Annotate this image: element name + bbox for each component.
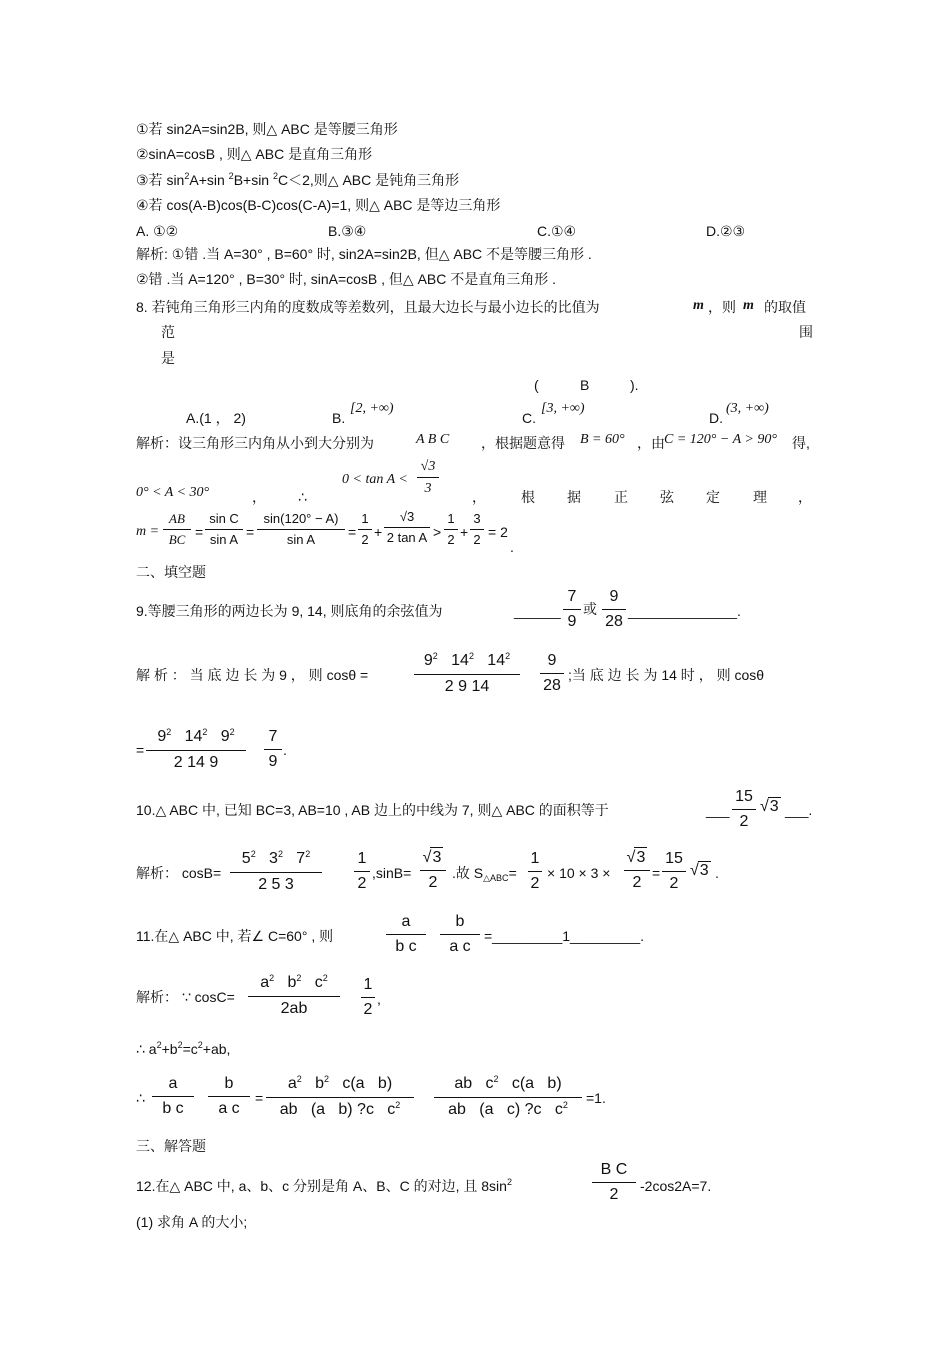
relation-line bbox=[136, 1040, 230, 1060]
cosc-frac bbox=[248, 973, 340, 1019]
or-word: 或 bbox=[583, 601, 597, 617]
relation-b: +b bbox=[161, 1041, 178, 1057]
cosc-half bbox=[361, 975, 375, 1020]
sup-2: 2 bbox=[228, 171, 234, 181]
fraction-bar bbox=[624, 870, 650, 871]
sqrt-3: √3 bbox=[760, 798, 779, 815]
answer-blank-2: ___. bbox=[785, 802, 813, 818]
equals: = bbox=[348, 524, 357, 540]
denominator: 2 bbox=[609, 1186, 619, 1203]
option-8c-label: C. bbox=[522, 410, 536, 426]
frac-expand-2 bbox=[434, 1074, 582, 1121]
answer-frac-7-9 bbox=[563, 587, 581, 632]
denominator: 2 bbox=[632, 874, 642, 891]
radicand: 3 bbox=[432, 849, 442, 866]
frac-three-halves bbox=[470, 511, 484, 548]
answer-blank: ___ bbox=[706, 802, 730, 818]
denominator: 2 bbox=[669, 875, 679, 892]
fraction-bar bbox=[386, 934, 426, 935]
numerator: 1 bbox=[530, 850, 540, 867]
plus: + bbox=[374, 524, 383, 540]
word-fan: 范 bbox=[161, 324, 175, 340]
numerator: a bbox=[401, 913, 411, 930]
numerator: √3 bbox=[422, 849, 442, 866]
sinb-label: ,sinB= bbox=[372, 865, 412, 881]
fraction-bar bbox=[662, 871, 686, 872]
numerator: $9^2$ $14^2$ $9^2$ bbox=[157, 727, 235, 745]
greater-than: > bbox=[433, 524, 442, 540]
statement-2: ②sinA=cosB , 则△ ABC 是直角三角形 bbox=[136, 146, 373, 162]
numerator: sin(120° − A) bbox=[263, 511, 339, 526]
numerator: 9 bbox=[547, 652, 557, 669]
question-12-1: (1) 求角 A 的大小; bbox=[136, 1214, 248, 1230]
problem-8-stem-2: ，则 bbox=[708, 299, 736, 315]
denominator: 2 bbox=[357, 875, 367, 892]
answer-frac-9-28 bbox=[602, 587, 626, 632]
therefore-symbol: ∴ bbox=[136, 1090, 145, 1106]
option-a: A. ①② bbox=[136, 223, 179, 239]
fraction-bar bbox=[420, 870, 446, 871]
word-2: 据 bbox=[567, 489, 581, 505]
denominator: 28 bbox=[605, 613, 623, 630]
numerator: $a^2$ $b^2$ c(a b) bbox=[287, 1074, 393, 1092]
sup-2: 2 bbox=[177, 1040, 183, 1050]
area-frac-root3 bbox=[624, 847, 650, 893]
fraction-bar bbox=[417, 477, 439, 478]
fraction-bar bbox=[248, 996, 340, 997]
equals: = bbox=[508, 865, 517, 881]
numerator: √3 bbox=[626, 849, 646, 866]
problem-10-stem: 10.△ ABC 中, 已知 BC=3, AB=10 , AB 边上的中线为 7, 则△ ABC 的面积等于 bbox=[136, 802, 609, 818]
m-equals: m = bbox=[136, 524, 160, 539]
result-equals-one: =1. bbox=[586, 1090, 606, 1106]
frac-sinc-sina bbox=[205, 511, 243, 548]
area-result-frac bbox=[662, 849, 686, 894]
option-8b-label: B. bbox=[332, 410, 346, 426]
statement-3-part-d: C＜2,则△ ABC 是钝角三角形 bbox=[278, 172, 460, 188]
cos-result-9-28 bbox=[540, 651, 564, 696]
cos-frac-2 bbox=[146, 727, 246, 773]
fraction-bar bbox=[205, 529, 243, 530]
denominator: 2 bbox=[447, 532, 455, 547]
sup-2: 2 bbox=[506, 1177, 512, 1187]
frac-root3-2tana bbox=[384, 509, 430, 546]
answer-frac-15-2 bbox=[732, 787, 756, 832]
numerator: B C bbox=[600, 1161, 628, 1178]
denominator: 2 bbox=[363, 1001, 373, 1018]
option-c: C.①④ bbox=[537, 223, 577, 239]
denominator: 2ab bbox=[280, 1000, 308, 1017]
area-label-text: .故 S bbox=[452, 865, 484, 881]
numerator: 1 bbox=[447, 511, 455, 526]
frac-b-ac-2 bbox=[208, 1074, 250, 1119]
statement-4: ④若 cos(A-B)cos(B-C)cos(C-A)=1, 则△ ABC 是等边三角形 bbox=[136, 197, 501, 213]
sup-2: 2 bbox=[197, 1040, 203, 1050]
denominator: sin A bbox=[209, 532, 239, 547]
paren-right: ). bbox=[630, 377, 639, 393]
fraction-bar bbox=[592, 1182, 636, 1183]
fraction-bar bbox=[563, 609, 581, 610]
cos-frac-1 bbox=[414, 651, 520, 697]
fraction-bar bbox=[414, 674, 520, 675]
word-6: 理 bbox=[753, 489, 767, 505]
analysis-11: 解析： ∵ cosC= bbox=[136, 989, 235, 1005]
numerator: $5^2$ $3^2$ $7^2$ bbox=[241, 849, 311, 867]
fraction-bar bbox=[354, 871, 370, 872]
denominator: 2 14 9 bbox=[173, 754, 219, 771]
fraction-bar bbox=[528, 871, 542, 872]
sqrt-3: √3 bbox=[690, 862, 709, 879]
frac-b-ac bbox=[440, 912, 480, 957]
frac-expand-1 bbox=[266, 1074, 414, 1121]
denominator: 2 tan A bbox=[386, 530, 428, 545]
sup-2: 2 bbox=[184, 171, 190, 181]
word-1: 根 bbox=[521, 489, 535, 505]
area-subscript: △ABC bbox=[483, 873, 509, 883]
statement-3-part-b: A+sin bbox=[189, 172, 229, 188]
numerator: a bbox=[168, 1075, 178, 1092]
denominator: b c bbox=[162, 1100, 184, 1117]
option-8d-value: (3, +∞) bbox=[726, 401, 769, 416]
frac-b-c-2 bbox=[592, 1160, 636, 1205]
problem-8-stem: 8. 若钝角三角形三内角的度数成等差数列，且最大边长与最小边长的比值为 bbox=[136, 299, 600, 315]
relation-a: ∴ a bbox=[136, 1041, 157, 1057]
angle-b-60: B = 60° bbox=[580, 432, 625, 447]
word-4: 弦 bbox=[660, 489, 674, 505]
fraction-bar bbox=[470, 529, 484, 530]
denominator: ab (a c) ?c $c^2$ bbox=[448, 1100, 568, 1118]
var-m: m bbox=[693, 298, 704, 313]
fraction-bar bbox=[361, 997, 375, 998]
relation-d: +ab, bbox=[202, 1041, 231, 1057]
option-8b-value: [2, +∞) bbox=[350, 401, 394, 416]
problem-12-tail: -2cos2A=7. bbox=[640, 1178, 712, 1194]
analysis-7-line-1: 解析: ①错 .当 A=30° , B=60° 时, sin2A=sin2B, 但△ ABC 不是等腰三角形 . bbox=[136, 246, 592, 262]
area-frac-half bbox=[528, 849, 542, 894]
problem-8-stem-3: 的取值 bbox=[764, 299, 806, 315]
numerator: sin C bbox=[209, 511, 239, 526]
denominator: 2 9 14 bbox=[444, 678, 490, 695]
paren-left: ( bbox=[534, 377, 539, 393]
problem-9-stem: 9.等腰三角形的两边长为 9, 14, 则底角的余弦值为 bbox=[136, 603, 443, 619]
numerator: 7 bbox=[567, 588, 577, 605]
tan-bound-fraction bbox=[417, 458, 439, 497]
comma: ， bbox=[252, 489, 266, 505]
fraction-bar bbox=[540, 673, 564, 674]
numerator: 1 bbox=[363, 976, 373, 993]
word-7: ， bbox=[798, 489, 812, 505]
fraction-bar bbox=[266, 1097, 414, 1098]
plus: + bbox=[460, 524, 469, 540]
relation-c: =c bbox=[182, 1041, 198, 1057]
answer-8: B bbox=[580, 377, 590, 393]
analysis-8-c: ，由 bbox=[637, 435, 665, 451]
frac-half-2 bbox=[444, 511, 458, 548]
tan-inequality: 0 < tan A < bbox=[342, 472, 408, 487]
radicand: 3 bbox=[636, 849, 646, 866]
problem-11-stem: 11.在△ ABC 中, 若∠ C=60° , 则 bbox=[136, 928, 334, 944]
sinb-frac bbox=[420, 847, 446, 893]
section-3-heading: 三、解答题 bbox=[136, 1138, 206, 1154]
angle-c-relation: C = 120° − A > 90° bbox=[664, 432, 777, 447]
numerator: b bbox=[224, 1075, 234, 1092]
problem-12-text: 12.在△ ABC 中, a、b、c 分别是角 A、B、C 的对边, 且 8sin bbox=[136, 1178, 507, 1194]
area-label bbox=[452, 864, 517, 884]
fraction-bar bbox=[602, 609, 626, 610]
option-8a: A.(1 ， 2) bbox=[186, 410, 246, 426]
denominator: 3 bbox=[424, 481, 432, 496]
numerator: 15 bbox=[665, 850, 683, 867]
numerator: 7 bbox=[268, 728, 278, 745]
fraction-bar bbox=[257, 529, 345, 530]
sup-2: 2 bbox=[156, 1040, 162, 1050]
statement-1: ①若 sin2A=sin2B, 则△ ABC 是等腰三角形 bbox=[136, 121, 398, 137]
analysis-8-d: 得, bbox=[792, 435, 810, 451]
analysis-9-part-2: ;当 底 边 长 为 14 时 ， 则 cosθ bbox=[568, 667, 765, 683]
word-wei: 围 bbox=[799, 324, 813, 340]
cos-result-7-9 bbox=[264, 727, 282, 772]
frac-a-bc bbox=[386, 912, 426, 957]
equals: = bbox=[246, 524, 255, 540]
frac-a-bc-2 bbox=[152, 1074, 194, 1119]
frac-ab-bc bbox=[163, 511, 191, 548]
option-8c-value: [3, +∞) bbox=[541, 401, 585, 416]
therefore-symbol: ∴ bbox=[298, 489, 307, 505]
denominator: 2 5 3 bbox=[258, 876, 294, 893]
statement-3-part-c: B+sin bbox=[233, 172, 273, 188]
multiplication: × 10 × 3 × bbox=[547, 865, 611, 881]
numerator: 1 bbox=[357, 850, 367, 867]
sup-2: 2 bbox=[273, 171, 279, 181]
comma-2: ， bbox=[472, 489, 486, 505]
period: . bbox=[715, 865, 719, 881]
angles-abc: A B C bbox=[416, 432, 450, 447]
numerator: 1 bbox=[361, 511, 369, 526]
fraction-bar bbox=[358, 529, 372, 530]
equals: = bbox=[136, 742, 145, 758]
var-m-2: m bbox=[743, 298, 754, 313]
answer-blank: ______ bbox=[514, 603, 561, 619]
denominator: sin A bbox=[286, 532, 316, 547]
denominator: ab (a b) ?c $c^2$ bbox=[279, 1100, 401, 1118]
denominator: 2 bbox=[473, 532, 481, 547]
denominator: 2 bbox=[428, 874, 438, 891]
statement-3-part-a: ③若 sin bbox=[136, 172, 185, 188]
angle-a-range: 0° < A < 30° bbox=[136, 485, 210, 500]
frac-half bbox=[358, 511, 372, 548]
analysis-10: 解析： cosB= bbox=[136, 865, 222, 881]
fraction-bar bbox=[732, 809, 756, 810]
analysis-8-intro: 解析：设三角形三内角从小到大分别为 bbox=[136, 435, 374, 451]
cosb-result-half bbox=[354, 849, 370, 894]
fraction-bar bbox=[208, 1096, 250, 1097]
fraction-bar bbox=[444, 529, 458, 530]
analysis-7-line-2: ②错 .当 A=120° , B=30° 时, sinA=cosB , 但△ ABC 不是直角三角形 . bbox=[136, 271, 557, 287]
word-3: 正 bbox=[614, 489, 628, 505]
denominator: 9 bbox=[567, 613, 577, 630]
fraction-bar bbox=[152, 1096, 194, 1097]
numerator: $a^2$ $b^2$ $c^2$ bbox=[260, 973, 328, 991]
denominator: 9 bbox=[268, 753, 278, 770]
analysis-8-b: ，根据题意得 bbox=[481, 435, 565, 451]
fraction-bar bbox=[230, 872, 322, 873]
fraction-bar bbox=[264, 749, 282, 750]
option-d: D.②③ bbox=[706, 223, 746, 239]
denominator: b c bbox=[395, 938, 417, 955]
denominator: 28 bbox=[543, 677, 561, 694]
fraction-bar bbox=[384, 527, 430, 528]
fraction-bar bbox=[146, 750, 246, 751]
numerator: b bbox=[455, 913, 465, 930]
option-8d-label: D. bbox=[709, 410, 723, 426]
fraction-bar bbox=[163, 529, 191, 530]
denominator: a c bbox=[449, 938, 471, 955]
numerator: ab $c^2$ c(a b) bbox=[454, 1074, 562, 1092]
denominator: a c bbox=[218, 1100, 240, 1117]
period: . bbox=[510, 539, 514, 555]
numerator: 15 bbox=[735, 788, 753, 805]
word-5: 定 bbox=[706, 489, 720, 505]
option-b: B.③④ bbox=[328, 223, 367, 239]
statement-3 bbox=[136, 171, 459, 191]
equals: = bbox=[255, 1090, 264, 1106]
frac-sin120 bbox=[257, 511, 345, 548]
denominator: 2 bbox=[361, 532, 369, 547]
numerator: $9^2$ $14^2$ $14^2$ bbox=[423, 651, 511, 669]
numerator: AB bbox=[169, 511, 185, 526]
cosb-frac bbox=[230, 849, 322, 895]
denominator: 2 bbox=[739, 813, 749, 830]
numerator: √3 bbox=[399, 509, 415, 524]
problem-12-stem bbox=[136, 1177, 512, 1197]
analysis-9: 解 析 ： 当 底 边 长 为 9 ， 则 cosθ = bbox=[136, 667, 369, 683]
denominator: 2 bbox=[530, 875, 540, 892]
comma: , bbox=[377, 991, 381, 1007]
denominator: BC bbox=[168, 532, 186, 547]
fraction-bar bbox=[440, 934, 480, 935]
answer-blank: =_________1_________. bbox=[484, 928, 645, 944]
numerator: 9 bbox=[609, 588, 619, 605]
radicand: 3 bbox=[769, 798, 779, 815]
equals: = bbox=[195, 524, 204, 540]
radicand: 3 bbox=[699, 862, 709, 879]
answer-blank-2: ______________. bbox=[628, 603, 741, 619]
fraction-bar bbox=[434, 1097, 582, 1098]
numerator: 3 bbox=[473, 511, 481, 526]
section-2-heading: 二、填空题 bbox=[136, 564, 206, 580]
word-shi: 是 bbox=[161, 350, 175, 366]
equals: = bbox=[652, 865, 661, 881]
period: . bbox=[283, 742, 287, 758]
numerator: √3 bbox=[420, 459, 436, 474]
equals-two: = 2 bbox=[488, 524, 508, 540]
